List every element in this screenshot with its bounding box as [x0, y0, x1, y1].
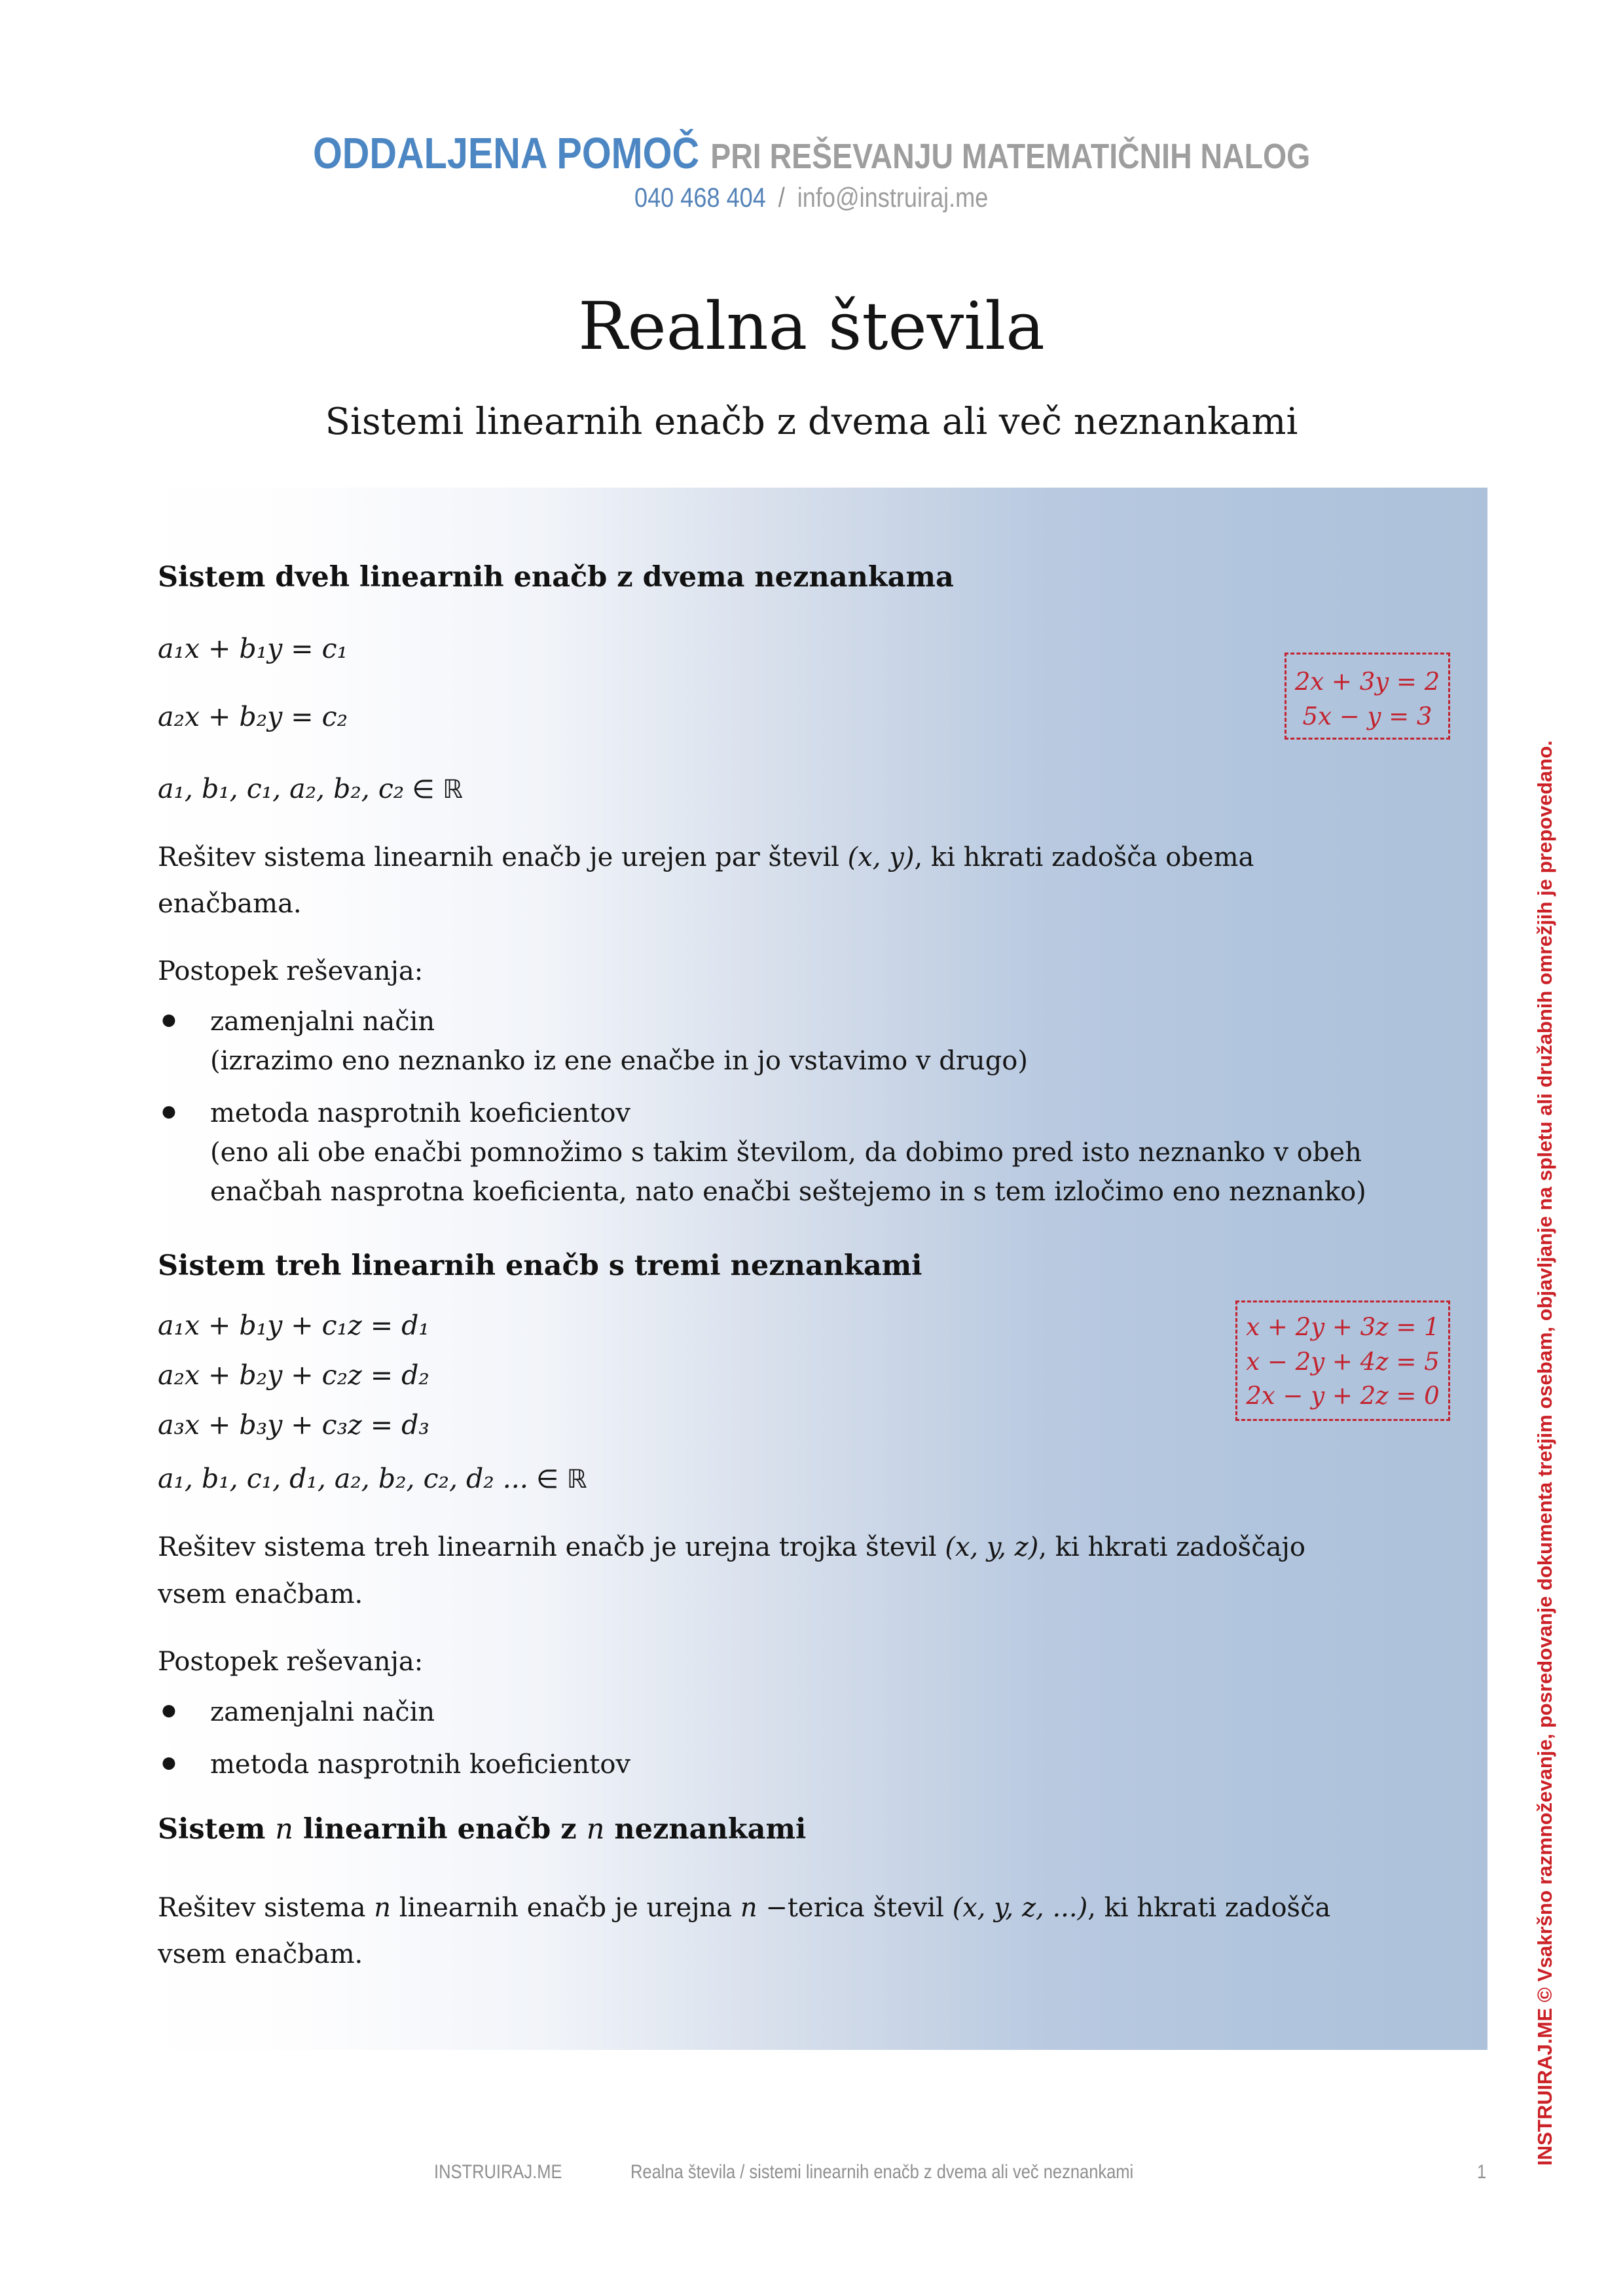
bullet-note: (izrazimo eno neznanko iz ene enačbe in jo vstavimo v drugo): [210, 1046, 1028, 1077]
element-of-reals: ∈ ℝ: [528, 1465, 587, 1495]
equation-2: a₂x + b₂y = c₂: [158, 701, 348, 732]
bullet-title: ● zamenjalni način: [210, 1007, 435, 1037]
element-of-reals: ∈ ℝ: [404, 775, 463, 804]
brand-tagline: PRI REŠEVANJU MATEMATIČNIH NALOG: [710, 137, 1311, 176]
domain-variables: a₁, b₁, c₁, a₂, b₂, c₂: [158, 773, 405, 804]
domain-line: [158, 1463, 1487, 1494]
header: [0, 128, 1623, 179]
procedure-label: Postopek reševanja:: [158, 1646, 424, 1677]
heading-text: Sistem: [158, 1812, 276, 1846]
footer-document-title: Realna števila / sistemi linearnih enačb z dvema ali več neznankami: [630, 2161, 1134, 2183]
section3-heading: [158, 1813, 1487, 1846]
math-ntuple: (x, y, z, ...): [952, 1892, 1088, 1923]
paragraph-text: −terica števil: [757, 1892, 953, 1923]
paragraph-solution-pair: [158, 834, 1487, 927]
page-title: Realna števila: [578, 288, 1045, 365]
example-equation: 2x − y + 2z = 0: [1246, 1382, 1440, 1410]
bullet-note: (eno ali obe enačbi pomnožimo s takim številom, da dobimo pred isto neznanko v obeh: [210, 1138, 1362, 1168]
equation-2: a₂x + b₂y + c₂z = d₂: [158, 1359, 429, 1391]
bullet-title: ● metoda nasprotnih koeficientov: [210, 1749, 631, 1780]
copyright-side-note: INSTRUIRAJ.ME © Vsakršno razmnoževanje, posredovanje dokumenta tretjim osebam, objavljanje na spletu ali družabnih omrežjih je prepovedano.: [1533, 740, 1556, 2166]
heading-text: neznankami: [604, 1812, 807, 1846]
paragraph-text: vsem enačbam.: [158, 1579, 363, 1609]
domain-variables: a₁, b₁, c₁, d₁, a₂, b₂, c₂, d₂ ...: [158, 1463, 528, 1495]
paragraph-text: Rešitev sistema: [158, 1892, 374, 1923]
procedure-label: Postopek reševanja:: [158, 956, 424, 987]
equation-1: a₁x + b₁y = c₁: [158, 633, 348, 664]
paragraph-text: Rešitev sistema linearnih enačb je urejen par števil: [158, 842, 848, 872]
paragraph-text: , ki hkrati zadošča obema: [914, 842, 1254, 872]
contact-line: [0, 182, 1623, 213]
paragraph-text: linearnih enačb je urejna: [391, 1892, 740, 1923]
paragraph-text: , ki hkrati zadoščajo: [1038, 1532, 1305, 1563]
procedure-list-2: [158, 1693, 1487, 1784]
email-address: info@instruiraj.me: [797, 182, 989, 213]
paragraph-solution-triple: [158, 1524, 1487, 1617]
paragraph-text: Rešitev sistema treh linearnih enačb je urejna trojka števil: [158, 1532, 945, 1563]
heading-text: linearnih enačb z: [293, 1812, 587, 1846]
list-item: [158, 1745, 1487, 1784]
example-equation: 2x + 3y = 2: [1294, 668, 1440, 696]
paragraph-text: , ki hkrati zadošča: [1087, 1892, 1331, 1923]
math-n: n: [275, 1812, 293, 1846]
paragraph-text: enačbama.: [158, 889, 302, 920]
footer-brand: INSTRUIRAJ.ME: [434, 2161, 562, 2183]
paragraph-text: vsem enačbam.: [158, 1939, 363, 1969]
example-box-three-unknowns: [1235, 1300, 1450, 1421]
equation-3: a₃x + b₃y + c₃z = d₃: [158, 1409, 429, 1441]
example-equation: 5x − y = 3: [1302, 702, 1432, 730]
section1-heading: Sistem dveh linearnih enačb z dvema neznankama: [158, 561, 954, 594]
math-n: n: [740, 1892, 757, 1923]
bullet-title: ● zamenjalni način: [210, 1696, 435, 1727]
page-footer: [0, 2161, 1623, 2191]
list-item: [158, 1002, 1487, 1081]
list-item: [158, 1094, 1487, 1211]
example-equation: x + 2y + 3z = 1: [1246, 1313, 1440, 1341]
bullet-title: ● metoda nasprotnih koeficientov: [210, 1098, 631, 1129]
content-panel: [141, 488, 1487, 2050]
brand-title: ODDALJENA POMOČ: [312, 129, 699, 178]
phone-number: 040 468 404: [634, 182, 767, 213]
equation-1: a₁x + b₁y + c₁z = d₁: [158, 1310, 429, 1342]
math-n: n: [586, 1812, 605, 1846]
example-box-two-unknowns: [1285, 653, 1450, 740]
procedure-list-1: [158, 1002, 1487, 1211]
math-triple: (x, y, z): [945, 1532, 1039, 1563]
page-subtitle: Sistemi linearnih enačb z dvema ali več neznankami: [325, 401, 1298, 443]
bullet-note: enačbah nasprotna koeficienta, nato enačbi seštejemo in s tem izločimo eno neznanko): [210, 1177, 1366, 1208]
domain-line: [158, 773, 1487, 804]
math-n: n: [374, 1892, 392, 1923]
footer-page-number: 1: [1477, 2161, 1487, 2183]
section2-heading: Sistem treh linearnih enačb s tremi neznankami: [158, 1249, 922, 1283]
contact-separator: /: [778, 182, 786, 213]
math-pair: (x, y): [847, 842, 915, 872]
example-equation: x − 2y + 4z = 5: [1246, 1347, 1440, 1376]
paragraph-solution-ntuple: [158, 1885, 1487, 1978]
list-item: [158, 1693, 1487, 1732]
